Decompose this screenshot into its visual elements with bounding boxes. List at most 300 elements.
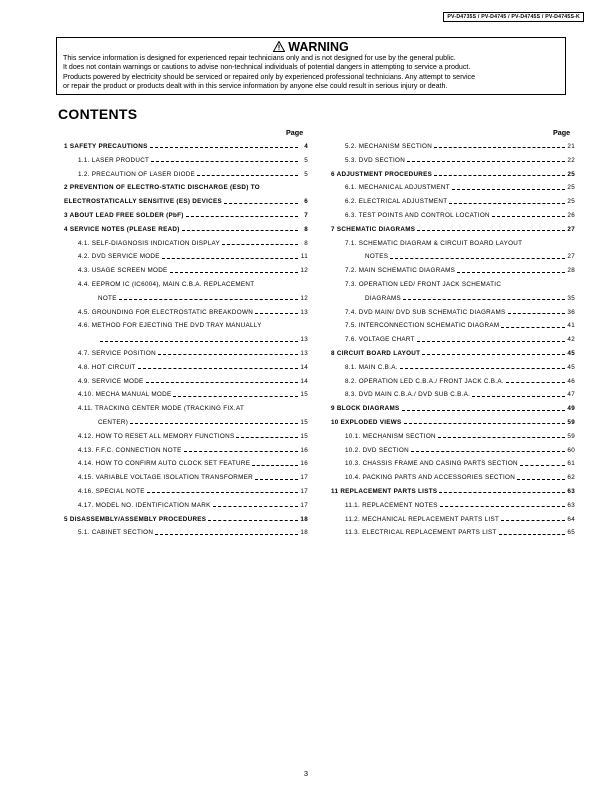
toc-page-number: 27 — [567, 225, 575, 233]
toc-leader — [255, 479, 298, 480]
toc-page-number: 25 — [567, 170, 575, 178]
toc-entry-number: 8 — [331, 349, 335, 357]
toc-entry — [331, 181, 575, 195]
toc-page-number: 65 — [567, 529, 575, 537]
toc-entry-number: 10.2. — [345, 446, 361, 454]
toc-line — [345, 306, 575, 320]
toc-leader — [119, 299, 298, 300]
toc-entry-label: INTERCONNECTION SCHEMATIC DIAGRAM — [358, 322, 500, 330]
toc-entry-title — [78, 250, 160, 264]
toc-entry — [331, 416, 575, 430]
toc-line — [345, 181, 575, 195]
toc-line — [78, 154, 308, 168]
toc-leader — [501, 327, 565, 328]
toc-page-number: 42 — [567, 336, 575, 344]
toc-entry — [331, 306, 575, 320]
toc-entry — [331, 278, 575, 306]
toc-line — [78, 168, 308, 182]
toc-page-number: 13 — [300, 308, 308, 316]
toc-entry-number: 4.10. — [78, 391, 94, 399]
toc-entry-number: 8.3. — [345, 391, 357, 399]
toc-entry-title — [345, 181, 450, 195]
toc-entry — [331, 361, 575, 375]
toc-entry-number: 5 — [64, 515, 68, 523]
toc-page-number: 60 — [567, 446, 575, 454]
toc-entry-title — [78, 264, 168, 278]
toc-entry-title — [78, 457, 250, 471]
toc-page-number: 11 — [300, 253, 308, 261]
toc-line — [345, 361, 575, 375]
toc-entry-title — [78, 388, 171, 402]
toc-entry — [331, 195, 575, 209]
toc-leader — [130, 423, 298, 424]
toc-line — [345, 457, 575, 471]
toc-entry-label: SPECIAL NOTE — [95, 487, 145, 495]
toc-entry-number: 11.3. — [345, 529, 361, 537]
toc-line — [64, 195, 308, 209]
toc-line — [78, 264, 308, 278]
toc-entry-label: SERVICE POSITION — [91, 349, 156, 357]
toc-entry-label: OPERATION LED/ FRONT JACK SCHEMATIC — [358, 280, 502, 288]
toc-leader — [255, 313, 298, 314]
toc-leader — [417, 341, 565, 342]
toc-line — [345, 209, 575, 223]
toc-entry-number: 7.2. — [345, 267, 357, 275]
toc-entry-label: TRACKING CENTER MODE (TRACKING FIX.AT — [94, 405, 245, 413]
toc-leader — [492, 216, 565, 217]
toc-entry-title — [78, 526, 153, 540]
toc-page-number: 15 — [300, 391, 308, 399]
toc-entry-label: MAIN SCHEMATIC DIAGRAMS — [358, 267, 456, 275]
toc-entry — [331, 209, 575, 223]
toc-entry — [64, 444, 308, 458]
toc-entry — [331, 485, 575, 499]
toc-page-number: 35 — [567, 294, 575, 302]
toc-page-number: 12 — [300, 294, 308, 302]
toc-page-number: 45 — [567, 349, 575, 357]
toc-page-number: 15 — [300, 418, 308, 426]
toc-entry-title — [345, 237, 522, 251]
toc-entry-label: SCHEMATIC DIAGRAMS — [336, 225, 416, 233]
toc-entry-title — [78, 444, 182, 458]
toc-entry-title — [345, 375, 504, 389]
toc-entry-title — [331, 485, 437, 499]
toc-line — [345, 526, 575, 540]
toc-entry — [64, 375, 308, 389]
toc-entry-title — [331, 223, 415, 237]
toc-entry-number: 4.17. — [78, 501, 94, 509]
toc-leader — [197, 175, 298, 176]
toc-entry-number: 4.11. — [78, 405, 94, 413]
warning-line: or repair the product or products dealt with in this service information by anyone else could result in serious injury or death. — [63, 82, 448, 91]
toc-line — [331, 416, 575, 430]
toc-entry-title — [345, 513, 499, 527]
toc-line — [345, 513, 575, 527]
toc-entry-number: 8.1. — [345, 363, 357, 371]
toc-entry-title — [345, 154, 405, 168]
toc-line — [78, 375, 308, 389]
page-number: 3 — [303, 769, 309, 778]
toc-entry — [64, 513, 308, 527]
toc-entry-number: 11 — [331, 487, 339, 495]
toc-entry-label: EXPLODED VIEWS — [340, 418, 402, 426]
toc-entry-label-continued: CENTER) — [98, 418, 129, 426]
toc-entry-label: TEST POINTS AND CONTROL LOCATION — [358, 211, 490, 219]
toc-entry-label-continued: ELECTROSTATICALLY SENSITIVE (ES) DEVICES — [64, 198, 223, 206]
toc-leader — [499, 534, 565, 535]
toc-entry-number: 4.12. — [78, 432, 94, 440]
toc-page-number: 27 — [567, 253, 575, 261]
toc-page-number: 15 — [300, 432, 308, 440]
toc-entry-title — [345, 333, 415, 347]
toc-entry-number: 8.2. — [345, 377, 357, 385]
toc-line — [345, 154, 575, 168]
toc-entry-label: OPERATION LED C.B.A./ FRONT JACK C.B.A. — [358, 377, 504, 385]
toc-page-number: 63 — [567, 501, 575, 509]
toc-entry-label: VARIABLE VOLTAGE ISOLATION TRANSFORMER — [95, 474, 254, 482]
toc-entry-number: 1.1. — [78, 156, 90, 164]
toc-entry-label: DVD SECTION — [358, 156, 406, 164]
toc-leader — [162, 258, 298, 259]
toc-leader — [224, 203, 298, 204]
toc-page-number: 14 — [300, 377, 308, 385]
toc-entry-title — [331, 402, 400, 416]
toc-entry-number: 10.3. — [345, 460, 361, 468]
toc-page-number: 17 — [300, 501, 308, 509]
toc-line — [345, 264, 575, 278]
toc-page-number: 13 — [300, 349, 308, 357]
toc-entry-number: 7.4. — [345, 308, 357, 316]
toc-leader — [434, 175, 565, 176]
toc-entry-title — [345, 278, 501, 292]
toc-entry-title — [331, 416, 402, 430]
toc-entry — [64, 319, 308, 347]
toc-page-number: 8 — [304, 239, 308, 247]
toc-entry — [331, 375, 575, 389]
toc-entry — [331, 168, 575, 182]
toc-entry-label: DVD MAIN/ DVD SUB SCHEMATIC DIAGRAMS — [358, 308, 506, 316]
toc-entry — [331, 264, 575, 278]
toc-page-number: 22 — [567, 156, 575, 164]
toc-entry-number: 7.5. — [345, 322, 357, 330]
toc-entry-title — [78, 319, 262, 333]
toc-leader — [100, 341, 298, 342]
toc-entry — [64, 526, 308, 540]
toc-entry-title — [64, 140, 148, 154]
toc-entry — [64, 154, 308, 168]
toc-page-number: 59 — [567, 432, 575, 440]
toc-entry-title — [345, 319, 499, 333]
toc-entry-label: HOW TO CONFIRM AUTO CLOCK SET FEATURE — [95, 460, 251, 468]
toc-line — [78, 250, 308, 264]
toc-entry — [64, 499, 308, 513]
toc-leader — [520, 465, 565, 466]
toc-entry — [64, 457, 308, 471]
toc-page-number: 4 — [304, 143, 308, 150]
toc-entry — [331, 223, 575, 237]
toc-entry-title — [331, 168, 432, 182]
warning-line: This service information is designed for experienced repair technicians only and is not designed for use by the general public. — [63, 54, 456, 62]
toc-entry-label: VOLTAGE CHART — [358, 336, 415, 344]
toc-entry-title — [78, 471, 253, 485]
toc-entry — [64, 264, 308, 278]
toc-line — [64, 513, 308, 527]
toc-entry-title — [78, 154, 149, 168]
toc-entry-number: 4.9. — [78, 377, 90, 385]
toc-entry-number: 5.1. — [78, 529, 90, 537]
toc-line — [78, 319, 308, 333]
toc-line — [345, 237, 575, 251]
toc-line — [78, 347, 308, 361]
toc-entry — [331, 402, 575, 416]
toc-entry-label: DISASSEMBLY/ASSEMBLY PROCEDURES — [69, 515, 207, 523]
warning-line: It does not contain warnings or cautions to advise non-technical individuals of potential dangers in attempting to service a product. — [63, 63, 471, 72]
toc-line — [78, 306, 308, 320]
toc-entry-label: MECHA MANUAL MODE — [95, 391, 172, 399]
toc-leader — [400, 368, 565, 369]
toc-page-number: 18 — [300, 515, 308, 523]
toc-entry-number: 7.6. — [345, 336, 357, 344]
page-column-header-left: Page — [286, 128, 304, 137]
toc-entry-title — [345, 526, 497, 540]
toc-leader — [508, 313, 565, 314]
toc-line — [78, 237, 308, 251]
toc-entry-label: SERVICE NOTES (PLEASE READ) — [69, 225, 180, 233]
toc-page-number: 16 — [300, 460, 308, 468]
toc-line — [78, 499, 308, 513]
toc-line — [78, 526, 308, 540]
toc-line — [78, 278, 308, 292]
toc-entry-title — [78, 278, 254, 292]
toc-entry-number: 5.2. — [345, 143, 357, 150]
toc-entry — [331, 444, 575, 458]
toc-leader — [155, 534, 298, 535]
warning-line: Products powered by electricity should be serviced or repaired only by experienced professional technicians. Any attempt to service — [63, 72, 476, 81]
toc-entry-label: BLOCK DIAGRAMS — [336, 405, 400, 413]
toc-leader — [452, 189, 565, 190]
toc-entry-number: 3 — [64, 211, 68, 219]
toc-entry-label: MECHANISM SECTION — [358, 143, 433, 150]
toc-line — [64, 223, 308, 237]
toc-entry-number: 6.2. — [345, 198, 357, 206]
toc-entry-number: 4.2. — [78, 253, 90, 261]
warning-triangle-icon — [273, 41, 285, 52]
toc-leader — [184, 451, 298, 452]
toc-entry — [64, 402, 308, 430]
toc-entry-label: METHOD FOR EJECTING THE DVD TRAY MANUALLY — [91, 322, 262, 330]
toc-entry-label: SCHEMATIC DIAGRAM & CIRCUIT BOARD LAYOUT — [358, 239, 523, 247]
toc-entry-label: LASER PRODUCT — [91, 156, 150, 164]
toc-line — [345, 444, 575, 458]
toc-leader — [457, 272, 565, 273]
toc-entry-label: ADJUSTMENT PROCEDURES — [336, 170, 433, 178]
toc-line — [345, 319, 575, 333]
toc-page-number: 16 — [300, 446, 308, 454]
toc-page-number: 28 — [567, 267, 575, 275]
toc-entry-label: REPLACEMENT NOTES — [362, 501, 438, 509]
toc-line — [64, 209, 308, 223]
toc-leader — [449, 203, 565, 204]
toc-entry-label: PREVENTION OF ELECTRO-STATIC DISCHARGE (ESD) TO — [69, 184, 260, 192]
toc-line — [345, 388, 575, 402]
toc-entry-number: 6.1. — [345, 184, 357, 192]
toc-leader — [404, 423, 565, 424]
toc-entry-title — [331, 347, 420, 361]
contents-title: CONTENTS — [58, 106, 138, 122]
toc-entry-label: CHASSIS FRAME AND CASING PARTS SECTION — [362, 460, 518, 468]
toc-entry — [64, 485, 308, 499]
toc-entry-title — [78, 168, 195, 182]
toc-leader — [138, 368, 298, 369]
toc-entry-title — [78, 347, 156, 361]
toc-line — [345, 250, 575, 264]
toc-entry-label: HOT CIRCUIT — [91, 363, 136, 371]
toc-entry-number: 1.2. — [78, 170, 90, 178]
toc-entry-label-continued: NOTES — [365, 253, 389, 261]
toc-entry — [331, 526, 575, 540]
toc-line — [78, 292, 308, 306]
toc-entry-label: DVD SERVICE MODE — [91, 253, 160, 261]
toc-entry-number: 9 — [331, 405, 335, 413]
toc-entry — [331, 471, 575, 485]
toc-page-number: 12 — [300, 267, 308, 275]
toc-entry-label: DVD SECTION — [362, 446, 409, 454]
toc-entry-label: MODEL NO. IDENTIFICATION MARK — [95, 501, 211, 509]
toc-page-number: 13 — [300, 336, 308, 344]
toc-line — [345, 471, 575, 485]
toc-entry-number: 4.13. — [78, 446, 94, 454]
toc-page-number: 49 — [567, 405, 575, 413]
toc-entry-title — [345, 388, 470, 402]
toc-line — [78, 416, 308, 430]
toc-page-number: 5 — [304, 170, 308, 178]
toc-entry-number: 4.14. — [78, 460, 94, 468]
toc-entry-number: 4.16. — [78, 487, 94, 495]
toc-entry-label: MECHANISM SECTION — [362, 432, 436, 440]
toc-page-number: 18 — [300, 529, 308, 537]
toc-entry-number: 10.1. — [345, 432, 361, 440]
toc-page-number: 17 — [300, 474, 308, 482]
toc-entry-title — [64, 181, 260, 195]
toc-entry-label: MECHANICAL ADJUSTMENT — [358, 184, 450, 192]
toc-line — [345, 430, 575, 444]
toc-entry — [331, 333, 575, 347]
toc-entry-title — [78, 402, 244, 416]
toc-entry — [331, 154, 575, 168]
toc-entry — [64, 168, 308, 182]
toc-entry-label: SERVICE MODE — [91, 377, 144, 385]
toc-page-number: 21 — [567, 143, 575, 150]
toc-entry-title — [345, 430, 436, 444]
warning-title: WARNING — [288, 40, 349, 54]
toc-entry-number: 7.1. — [345, 239, 357, 247]
toc-entry-number: 4 — [64, 225, 68, 233]
toc-leader — [407, 161, 565, 162]
toc-leader — [417, 230, 565, 231]
toc-page-number: 61 — [567, 460, 575, 468]
toc-entry-label: F.F.C. CONNECTION NOTE — [95, 446, 182, 454]
toc-page-number: 62 — [567, 474, 575, 482]
toc-entry-number: 6.3. — [345, 211, 357, 219]
toc-page-number: 5 — [304, 156, 308, 164]
toc-entry-number: 4.6. — [78, 322, 90, 330]
toc-entry-number: 4.4. — [78, 280, 90, 288]
toc-line — [78, 388, 308, 402]
toc-page-number: 6 — [304, 198, 308, 206]
toc-line — [331, 168, 575, 182]
toc-entry-title — [345, 264, 455, 278]
toc-entry — [331, 388, 575, 402]
toc-entry — [64, 223, 308, 237]
toc-entry-title — [345, 195, 447, 209]
toc-entry — [64, 237, 308, 251]
toc-entry-label: PACKING PARTS AND ACCESSORIES SECTION — [362, 474, 516, 482]
toc-leader — [213, 506, 298, 507]
toc-page-number: 46 — [567, 377, 575, 385]
toc-entry-number: 11.2. — [345, 515, 361, 523]
toc-entry-title — [78, 361, 136, 375]
toc-entry-label: DVD MAIN C.B.A./ DVD SUB C.B.A. — [358, 391, 471, 399]
toc-leader — [150, 147, 298, 148]
toc-leader — [411, 451, 565, 452]
toc-line — [345, 292, 575, 306]
toc-entry-label: CABINET SECTION — [91, 529, 154, 537]
toc-leader — [182, 230, 298, 231]
toc-entry — [64, 430, 308, 444]
toc-entry — [64, 140, 308, 154]
toc-entry — [64, 250, 308, 264]
toc-entry — [331, 347, 575, 361]
toc-line — [64, 140, 308, 154]
toc-entry-number: 7 — [331, 225, 335, 233]
toc-leader — [147, 492, 298, 493]
toc-page-number: 26 — [567, 211, 575, 219]
toc-leader — [501, 520, 565, 521]
toc-entry — [64, 278, 308, 306]
toc-leader — [158, 354, 298, 355]
toc-page-number: 36 — [567, 308, 575, 316]
toc-line — [78, 430, 308, 444]
toc-entry-number: 2 — [64, 184, 68, 192]
toc-entry — [64, 361, 308, 375]
toc-entry-number: 4.3. — [78, 267, 90, 275]
warning-box — [56, 37, 566, 95]
toc-page-number: 63 — [567, 487, 575, 495]
toc-line — [78, 457, 308, 471]
toc-right-column — [331, 140, 575, 540]
toc-entry-label: EEPROM IC (IC6004), MAIN C.B.A. REPLACEMENT — [91, 280, 255, 288]
toc-entry-title — [64, 223, 180, 237]
toc-entry-label: ABOUT LEAD FREE SOLDER (PbF) — [69, 211, 184, 219]
toc-entry-number: 10 — [331, 418, 339, 426]
toc-left-column — [64, 140, 308, 540]
toc-entry-label-continued: NOTE — [98, 294, 117, 302]
toc-entry-label: USAGE SCREEN MODE — [91, 267, 168, 275]
toc-line — [345, 278, 575, 292]
toc-leader — [222, 244, 298, 245]
toc-leader — [252, 465, 298, 466]
toc-entry-title — [78, 306, 253, 320]
toc-leader — [402, 410, 566, 411]
toc-entry-title — [345, 361, 398, 375]
toc-entry-title — [345, 444, 409, 458]
toc-leader — [403, 299, 565, 300]
toc-entry — [64, 209, 308, 223]
toc-entry-title — [78, 375, 144, 389]
toc-entry-label: HOW TO RESET ALL MEMORY FUNCTIONS — [95, 432, 235, 440]
toc-entry-label: MECHANICAL REPLACEMENT PARTS LIST — [362, 515, 500, 523]
toc-line — [331, 223, 575, 237]
